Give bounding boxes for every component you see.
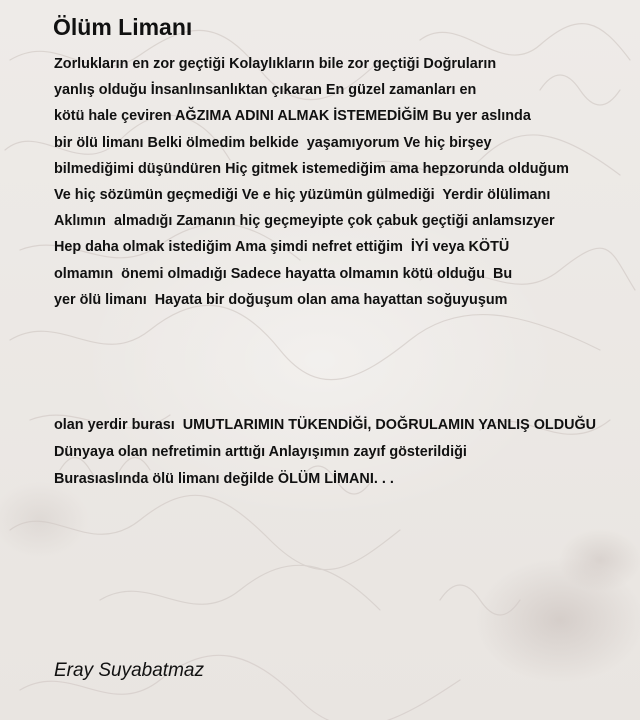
poem-title: Ölüm Limanı [53, 14, 193, 40]
stanza-1 [54, 51, 569, 313]
poem-line: olmamın önemi olmadığı Sadece hayatta olmamın kötü olduğu Bu [54, 265, 513, 282]
poem-line: Dünyaya olan nefretimin arttığı Anlayışımın zayıf gösterildiği [54, 443, 467, 460]
poem-line: olan yerdir burası UMUTLARIMIN TÜKENDİĞİ, DOĞRULAMIN YANLIŞ OLDUĞU [54, 417, 597, 433]
poem-line: bir ölü limanı Belki ölmedim belkide yaşamıyorum Ve hiç birşey [54, 134, 492, 151]
poem-line: Ve hiç sözümün geçmediği Ve e hiç yüzümün gülmediği Yerdir ölülimanı [54, 186, 551, 203]
poem-line: Aklımın almadığı Zamanın hiç geçmeyipte çok çabuk geçtiği anlamsızyer [54, 213, 555, 230]
poem-line: yanlış olduğu İnsanlınsanlıktan çıkaran En güzel zamanları en [54, 82, 477, 99]
poem-line: yer ölü limanı Hayata bir doğuşum olan ama hayattan soğuyuşum [54, 291, 508, 308]
poem-line: bilmediğimi düşündüren Hiç gitmek istemediğim ama hepzorunda olduğum [54, 160, 569, 177]
poem-line: Zorlukların en zor geçtiği Kolaylıkların bile zor geçtiği Doğruların [54, 56, 497, 72]
poem-line: kötü hale çeviren AĞZIMA ADINI ALMAK İSTEMEDİĞİM Bu yer aslında [54, 108, 531, 125]
poem-line: Hep daha olmak istediğim Ama şimdi nefret ettiğim İYİ veya KÖTÜ [54, 239, 510, 256]
stanza-2 [54, 412, 596, 492]
poem-line: Burasıaslında ölü limanı değilde ÖLÜM LİMANI. . . [54, 470, 394, 487]
poem-author: Eray Suyabatmaz [54, 660, 204, 681]
